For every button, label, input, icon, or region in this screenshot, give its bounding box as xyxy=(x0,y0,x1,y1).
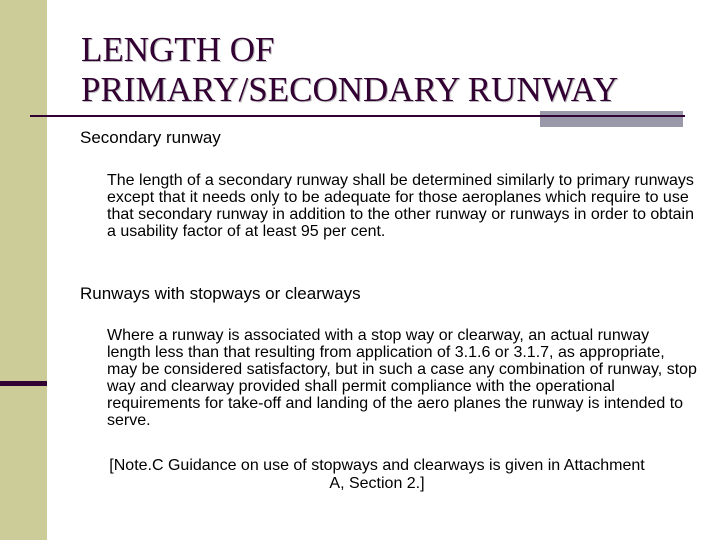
title-line-2: PRIMARY/SECONDARY RUNWAY xyxy=(81,70,619,109)
slide-title xyxy=(81,30,618,110)
section-heading-secondary-runway: Secondary runway xyxy=(80,128,221,147)
section-heading-stopways-clearways: Runways with stopways or clearways xyxy=(80,284,361,303)
guidance-note: [Note.C Guidance on use of stopways and clearways is given in Attachment A, Section 2.] xyxy=(109,457,645,492)
section-body-stopways-clearways: Where a runway is associated with a stop way or clearway, an actual runway length less than that resulting from application of 3.1.6 or 3.1.7, as appropriate, may be considered satisfactory, but in such a case any combination of runway, stop way and clearway provided shall permit compliance with the operational requirements for take-off and landing of the aero planes the runway is intended to serve. xyxy=(107,327,697,429)
title-line-1: LENGTH OF xyxy=(81,30,275,69)
title-rule-accent xyxy=(540,111,683,127)
side-accent-bar xyxy=(0,381,47,386)
side-bar xyxy=(0,0,47,540)
title-divider xyxy=(30,115,685,117)
section-body-secondary-runway: The length of a secondary runway shall be determined similarly to primary runways except that it needs only to be adequate for those aeroplanes which require to use that secondary runway in addition to the other runway or runways in order to obtain a usability factor of at least 95 per cent. xyxy=(107,172,694,240)
